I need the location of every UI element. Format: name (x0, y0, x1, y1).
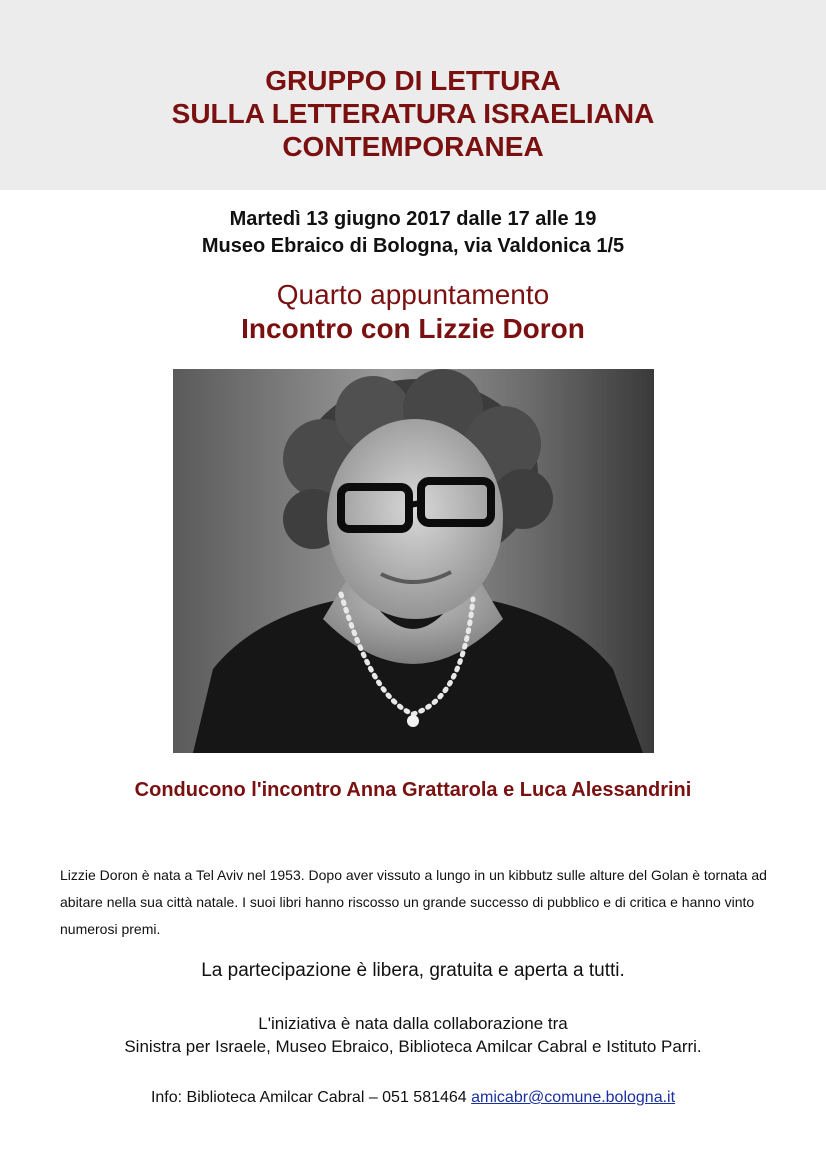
page-title (0, 64, 826, 163)
session-title: Incontro con Lizzie Doron (241, 313, 585, 344)
session-heading (0, 278, 826, 346)
session-label: Quarto appuntamento (276, 279, 550, 310)
title-line-1: GRUPPO DI LETTURA (265, 65, 561, 96)
collaboration-line-2: Sinistra per Israele, Museo Ebraico, Biblioteca Amilcar Cabral e Istituto Parri. (124, 1037, 702, 1056)
contact-info (0, 1087, 826, 1109)
title-line-3: CONTEMPORANEA (282, 131, 544, 162)
event-date-time: Martedì 13 giugno 2017 dalle 17 alle 19 (229, 208, 597, 230)
collaboration-line-1: L'iniziativa è nata dalla collaborazione tra (258, 1014, 568, 1033)
author-photo (173, 369, 654, 753)
contact-email-link[interactable]: amicabr@comune.bologna.it (471, 1089, 676, 1106)
collaboration-note (0, 1012, 826, 1058)
title-line-2: SULLA LETTERATURA ISRAELIANA (171, 98, 655, 129)
participation-note: La partecipazione è libera, gratuita e aperta a tutti. (201, 960, 625, 981)
hosts-line: Conducono l'incontro Anna Grattarola e Luca Alessandrini (134, 779, 692, 801)
author-bio: Lizzie Doron è nata a Tel Aviv nel 1953. Dopo aver vissuto a lungo in un kibbutz sulle alture del Golan è tornata ad abitare nella sua città natale. I suoi libri hanno riscosso un grande successo di pubblico e di critica e hanno vinto numerosi premi. (60, 867, 767, 937)
event-location: Museo Ebraico di Bologna, via Valdonica 1/5 (201, 235, 625, 257)
contact-text: Info: Biblioteca Amilcar Cabral – 051 581464 (150, 1089, 472, 1106)
event-info (0, 206, 826, 260)
